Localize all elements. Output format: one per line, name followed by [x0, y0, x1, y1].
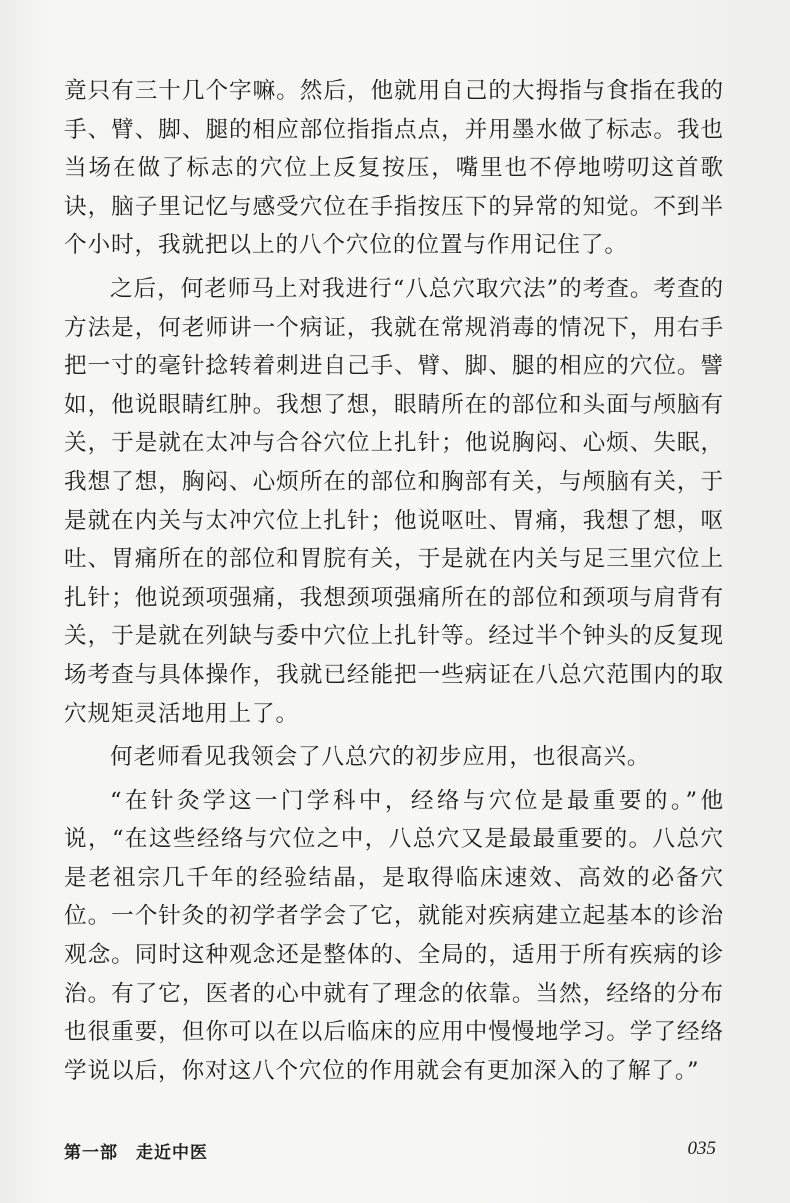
page-number: 035	[687, 1138, 716, 1159]
paragraph-teacher-quote: “在针灸学这一门学科中，经络与穴位是最重要的。”他说，“在这些经络与穴位之中，八总穴又是最最重要的。八总穴是老祖宗几千年的经验结晶，是取得临床速效、高效的必备穴位。一个针灸的初学者学会了它，就能对疾病建立起基本的诊治观念。同时这种观念还是整体的、全局的，适用于所有疾病的诊治。有了它，医者的心中就有了理念的依靠。当然，经络的分布也很重要，但你可以在以后临床的应用中慢慢地学习。学了经络学说以后，你对这八个穴位的作用就会有更加深入的了解了。”	[64, 787, 725, 1084]
body-text	[64, 72, 724, 1090]
paragraph-examination: 之后，何老师马上对我进行“八总穴取穴法”的考查。考查的方法是，何老师讲一个病证，我就在常规消毒的情况下，用右手把一寸的毫针捻转着刺进自己手、臂、脚、腿的相应的穴位。譬如，他说眼睛红肿。我想了想，眼睛所在的部位和头面与颅脑有关，于是就在太冲与合谷穴位上扎针；他说胸闷、心烦、失眠，我想了想，胸闷、心烦所在的部位和胸部有关，与颅脑有关，于是就在内关与太冲穴位上扎针；他说呕吐、胃痛，我想了想，呕吐、胃痛所在的部位和胃脘有关，于是就在内关与足三里穴位上扎针；他说颈项强痛，我想颈项强痛所在的部位和颈项与肩背有关，于是就在列缺与委中穴位上扎针等。经过半个钟头的反复现场考查与具体操作，我就已经能把一些病证在八总穴范围内的取穴规矩灵活地用上了。	[64, 275, 724, 727]
page-footer	[64, 1138, 716, 1164]
paragraph-teacher-pleased: 何老师看见我领会了八总穴的初步应用，也很高兴。	[110, 744, 651, 771]
footer-part-title: 第一部 走近中医	[64, 1143, 208, 1163]
paragraph-continuation: 竟只有三十几个字嘛。然后，他就用自己的大拇指与食指在我的手、臂、脚、腿的相应部位指指点点，并用墨水做了标志。我也当场在做了标志的穴位上反复按压，嘴里也不停地唠叨这首歌诀，脑子里记忆与感受穴位在手指按压下的异常的知觉。不到半个小时，我就把以上的八个穴位的位置与作用记住了。	[64, 78, 724, 259]
